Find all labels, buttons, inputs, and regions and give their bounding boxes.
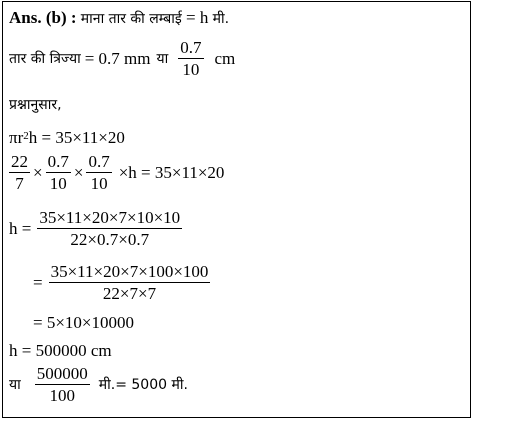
fraction-denominator: 100 [49,386,75,405]
according-line [9,94,62,115]
radius-fraction [178,38,203,79]
according-label: प्रश्नानुसार, [9,97,62,113]
h-result-line [9,341,112,361]
equals-sign: = [33,272,43,292]
answer-box [2,1,471,418]
answer-line [9,8,229,29]
final-answer: = 5000 मी. [115,376,188,393]
fraction-denominator: 22×0.7×0.7 [70,230,150,249]
times-sign: × [73,162,84,182]
substitution-line [9,152,224,193]
length-equation: = h [186,8,209,27]
answer-label: Ans. (b) : [9,8,77,27]
h-fraction [37,208,182,249]
radius-value: = 0.7 mm [84,48,151,68]
or-word: या [9,376,21,393]
fraction-07-10 [46,152,71,193]
times-sign: × [33,162,43,182]
fraction-numerator: 22 [11,152,28,171]
fraction-07-10-second [86,152,111,193]
product-value: = 5×10×10000 [33,313,135,332]
simplified-fraction [49,262,211,303]
length-unit: मी. [212,11,230,27]
fraction-denominator: 10 [182,60,200,79]
fraction-22-7 [9,152,30,193]
or-word: या [156,50,169,67]
radius-label: तार की त्रिज्या [9,50,81,67]
volume-equation [9,128,125,150]
h-equals: h = [9,218,32,238]
fraction-numerator: 0.7 [180,38,202,57]
length-label: माना तार की लम्बाई [80,11,182,27]
fraction-denominator: 7 [15,174,24,193]
fraction-denominator: 10 [49,174,67,193]
radius-line [9,38,235,79]
square-exponent: 2 [23,130,29,142]
h-expression-line [9,208,185,249]
simplified-line [33,262,213,303]
volume-rest: h = 35×11×20 [28,128,125,147]
meter-conversion-line [9,364,188,405]
radius-unit: cm [214,48,236,68]
fraction-denominator: 22×7×7 [102,284,157,303]
fraction-denominator: 10 [90,174,108,193]
fraction-numerator: 0.7 [88,152,110,171]
pi-r: πr [9,128,24,147]
fraction-numerator: 500000 [36,364,88,383]
h-result: h = 500000 cm [9,341,112,360]
fraction-numerator: 35×11×20×7×100×100 [50,262,209,281]
conversion-fraction [35,364,90,405]
meter-unit: मी. [98,376,116,393]
product-line [33,313,134,333]
substitution-rest: ×h = 35×11×20 [118,162,225,182]
fraction-numerator: 35×11×20×7×10×10 [39,208,181,227]
fraction-numerator: 0.7 [47,152,69,171]
